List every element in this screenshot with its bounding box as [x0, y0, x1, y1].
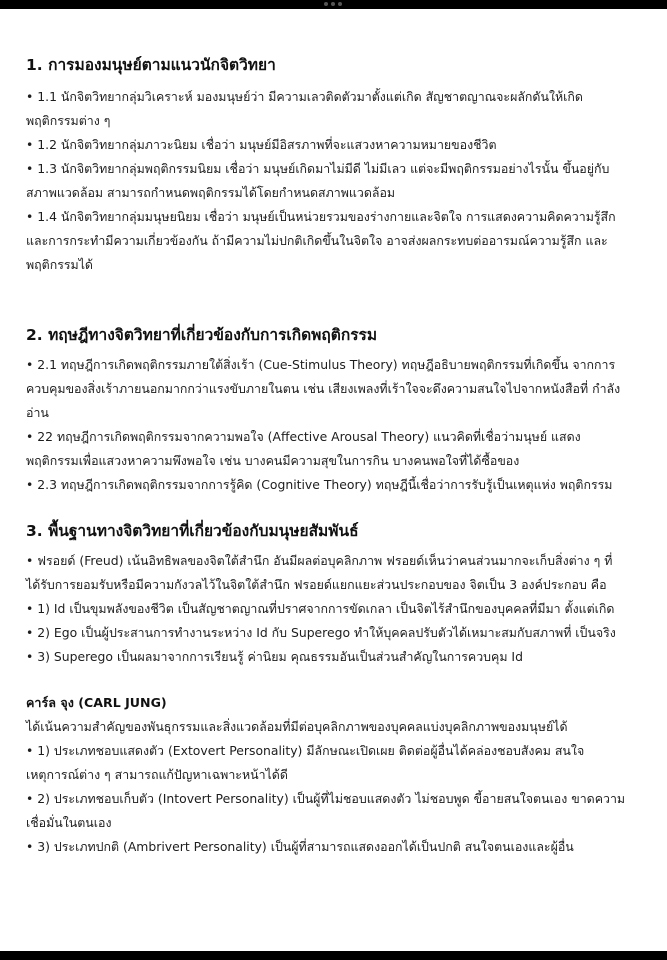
section-1-item-1: • 1.1 นักจิตวิทยากลุ่มวิเคราะห์ มองมนุษย์ว่า มีความเลวติดตัวมาตั้งแต่เกิด สัญชาตญาณจะผลักดันให้เกิด [26, 89, 583, 104]
section-3-title: 3. พื้นฐานทางจิตวิทยาที่เกี่ยวข้องกับมนุษยสัมพันธ์ [26, 522, 359, 540]
section-1-item-4: • 1.4 นักจิตวิทยากลุ่มมนุษยนิยม เชื่อว่า มนุษย์เป็นหน่วยรวมของร่างกายและจิตใจ การแสดงความคิดความรู้สึก [26, 209, 616, 224]
section-2 [26, 323, 641, 497]
jung-item-3: • 3) ประเภทปกติ (Ambrivert Personality) เป็นผู้ที่สามารถแสดงออกได้เป็นปกติ สนใจตนเองและผู้อื่น [26, 839, 574, 854]
jung-item-2: • 2) ประเภทชอบเก็บตัว (Intovert Personality) เป็นผู้ที่ไม่ชอบแสดงตัว ไม่ชอบพูด ขี้อายสนใจตนเอง ขาดความ [26, 791, 626, 806]
section-2-title: 2. ทฤษฎีทางจิตวิทยาที่เกี่ยวข้องกับการเกิดพฤติกรรม [26, 326, 378, 344]
section-1-item-4-cont: และการกระทำมีความเกี่ยวข้องกัน ถ้ามีความไม่ปกติเกิดขึ้นในจิตใจ อาจส่งผลกระทบต่ออารมณ์ความรู้สึก และ [26, 233, 608, 248]
section-3-item-4: • 3) Superego เป็นผลมาจากการเรียนรู้ ค่านิยม คุณธรรมอันเป็นส่วนสำคัญในการควบคุม Id [26, 649, 523, 664]
section-1 [26, 53, 641, 277]
section-1-item-3: • 1.3 นักจิตวิทยากลุ่มพฤติกรรมนิยม เชื่อว่า มนุษย์เกิดมาไม่มีดี ไม่มีเลว แต่จะมีพฤติกรรมอย่างไรนั้น ขึ้นอยู่กับ [26, 161, 610, 176]
section-2-item-1: • 2.1 ทฤษฎีการเกิดพฤติกรรมภายใต้สิ่งเร้า (Cue-Stimulus Theory) ทฤษฎีอธิบายพฤติกรรมที่เกิดขึ้น จากการ [26, 357, 616, 372]
document-page[interactable] [0, 9, 667, 951]
jung-intro: ได้เน้นความสำคัญของพันธุกรรมและสิ่งแวดล้อมที่มีต่อบุคลิกภาพของบุคคลแบ่งบุคลิกภาพของมนุษย์ได้ [26, 719, 568, 734]
section-3-item-1-cont: ได้รับการยอมรับหรือมีความกังวลไว้ในจิตใต้สำนึก ฟรอยด์แยกแยะส่วนประกอบของ จิตเป็น 3 องค์ประกอบ คือ [26, 577, 607, 592]
jung-item-1: • 1) ประเภทชอบแสดงตัว (Extovert Personality) มีลักษณะเปิดเผย ติดต่อผู้อื่นได้คล่องชอบสังคม สนใจ [26, 743, 585, 758]
section-2-item-2: • 22 ทฤษฎีการเกิดพฤติกรรมจากความพอใจ (Affective Arousal Theory) แนวคิดที่เชื่อว่ามนุษย์ แสดง [26, 429, 581, 444]
section-3-item-2: • 1) Id เป็นขุมพลังของชีวิต เป็นสัญชาตญาณที่ปราศจากการขัดเกลา เป็นจิตไร้สำนึกของบุคคลที่มีมา ตั้งแต่เกิด [26, 601, 615, 616]
top-bar [0, 0, 667, 9]
bottom-bar [0, 951, 667, 960]
section-2-item-1-cont: ควบคุมของสิ่งเร้าภายนอกมากกว่าแรงขับภายในตน เช่น เสียงเพลงที่เร้าใจจะดึงความสนใจไปจากหนังสือที่ กำลัง [26, 381, 621, 396]
jung-section [26, 691, 641, 859]
section-2-item-3: • 2.3 ทฤษฎีการเกิดพฤติกรรมจากการรู้คิด (Cognitive Theory) ทฤษฎีนี้เชื่อว่าการรับรู้เป็นเหตุแห่ง พฤติกรรม [26, 477, 613, 492]
section-1-item-1-cont: พฤติกรรมต่าง ๆ [26, 113, 111, 128]
jung-item-1-cont: เหตุการณ์ต่าง ๆ สามารถแก้ปัญหาเฉพาะหน้าได้ดี [26, 767, 288, 782]
jung-title: คาร์ล จุง (CARL JUNG) [26, 695, 167, 710]
jung-item-2-cont: เชื่อมั่นในตนเอง [26, 815, 112, 830]
section-2-item-2-cont: พฤติกรรมเพื่อแสวงหาความพึงพอใจ เช่น บางคนมีความสุขในการกิน บางคนพอใจที่ได้ซื้อของ [26, 453, 520, 468]
section-1-item-2: • 1.2 นักจิตวิทยากลุ่มภาวะนิยม เชื่อว่า มนุษย์มีอิสรภาพที่จะแสวงหาความหมายของชีวิต [26, 137, 497, 152]
more-handle-icon[interactable] [324, 2, 342, 6]
section-1-title: 1. การมองมนุษย์ตามแนวนักจิตวิทยา [26, 56, 276, 74]
section-1-item-4-cont2: พฤติกรรมได้ [26, 257, 93, 272]
section-3 [26, 519, 641, 669]
section-3-item-1: • ฟรอยด์ (Freud) เน้นอิทธิพลของจิตใต้สำนึก อันมีผลต่อบุคลิกภาพ ฟรอยด์เห็นว่าคนส่วนมากจะเก็บสิ่งต่าง ๆ ที่ [26, 553, 613, 568]
section-2-item-1-cont2: อ่าน [26, 405, 49, 420]
section-3-item-3: • 2) Ego เป็นผู้ประสานการทำงานระหว่าง Id กับ Superego ทำให้บุคคลปรับตัวได้เหมาะสมกับสภาพที่ เป็นจริง [26, 625, 616, 640]
section-1-item-3-cont: สภาพแวดล้อม สามารถกำหนดพฤติกรรมได้โดยกำหนดสภาพแวดล้อม [26, 185, 396, 200]
